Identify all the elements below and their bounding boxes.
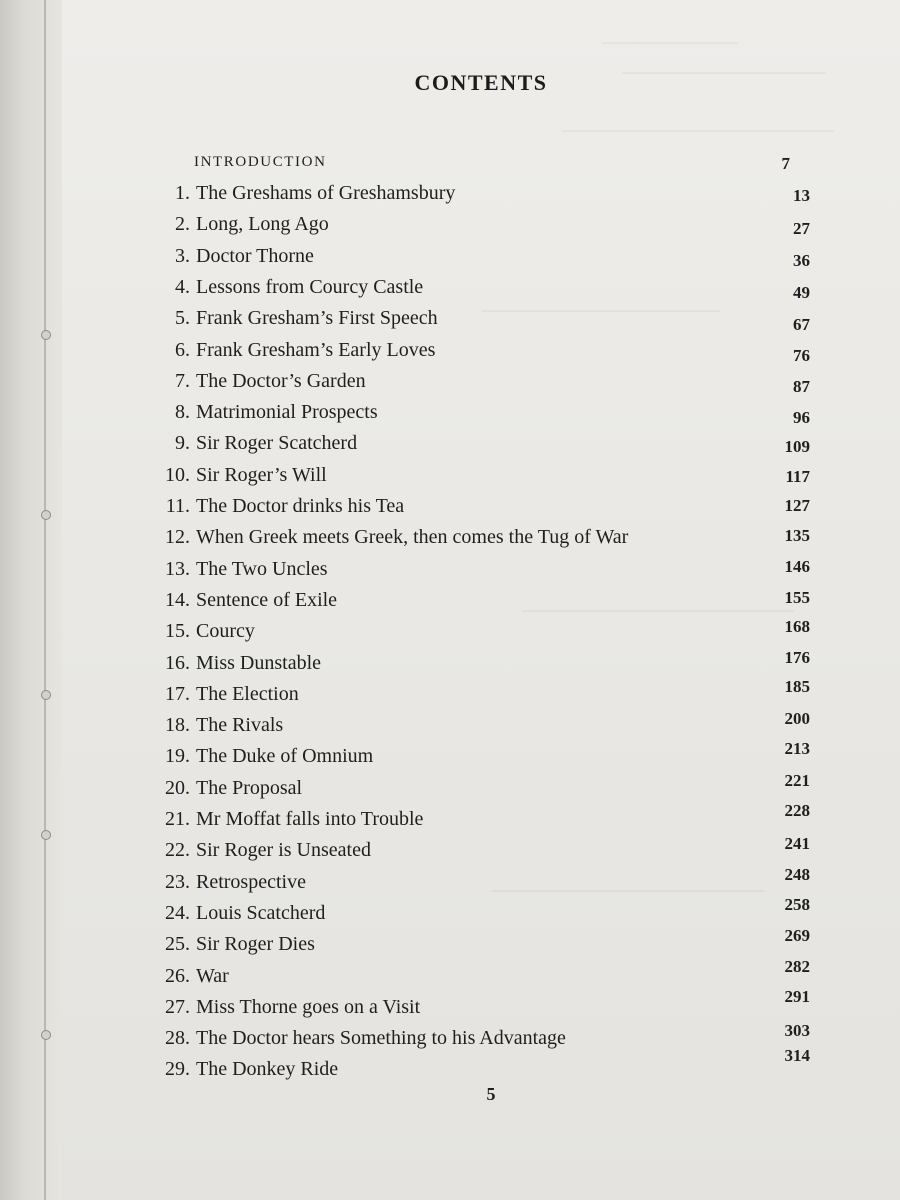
chapter-page-number: 303: [784, 1021, 810, 1041]
chapter-page-number: 87: [793, 376, 810, 396]
toc-entry: [150, 589, 810, 619]
chapter-title: Sentence of Exile: [196, 588, 338, 611]
toc-entry: [150, 676, 810, 713]
chapter-page-number: 27: [793, 219, 810, 239]
chapter-title: The Election: [196, 682, 299, 705]
chapter-number: 17.: [165, 682, 190, 705]
page-title: CONTENTS: [414, 70, 548, 95]
chapter-title: Courcy: [196, 620, 255, 643]
chapter-number: 22.: [165, 839, 190, 862]
chapter-page-number: 146: [784, 556, 810, 576]
toc-entry: [150, 432, 810, 462]
chapter-title: Sir Roger’s Will: [196, 463, 327, 486]
toc-entry: [150, 894, 810, 932]
show-through-text: ————————————: [622, 62, 826, 81]
chapter-title: Long, Long Ago: [196, 213, 329, 236]
chapter-title: Miss Thorne goes on a Visit: [196, 995, 421, 1018]
toc-entry: [150, 709, 810, 744]
chapter-number: 18.: [165, 714, 190, 737]
chapter-number: 15.: [165, 620, 190, 643]
chapter-number: 16.: [165, 651, 190, 674]
chapter-page-number: 49: [793, 282, 810, 302]
chapter-title: Sir Roger Scatcherd: [196, 432, 358, 455]
chapter-number: 19.: [165, 745, 190, 768]
chapter-title: Frank Gresham’s First Speech: [196, 307, 438, 330]
chapter-number: 12.: [165, 526, 190, 549]
chapter-title: Sir Roger is Unseated: [196, 839, 371, 862]
show-through-text: ————————: [602, 32, 738, 51]
chapter-page-number: 282: [784, 956, 810, 976]
introduction-label: INTRODUCTION: [194, 154, 327, 170]
toc-entry: [150, 739, 810, 775]
chapter-page-number: 109: [784, 437, 810, 457]
toc-entry: [150, 307, 810, 337]
chapter-number: 10.: [165, 463, 190, 486]
toc-entry: [150, 617, 810, 650]
chapter-page-number: 36: [793, 250, 810, 270]
chapter-page-number: 291: [784, 986, 810, 1006]
chapter-page-number: 241: [784, 834, 810, 854]
chapter-number: 8.: [175, 401, 190, 424]
chapter-title: The Greshams of Greshamsbury: [196, 182, 456, 204]
toc-entry: [150, 956, 810, 995]
show-through-text: ————————————————: [492, 880, 764, 899]
chapter-page-number: 76: [793, 345, 810, 365]
chapter-page-number: 314: [784, 1046, 810, 1066]
chapter-page-number: 176: [784, 647, 810, 667]
chapter-title: The Two Uncles: [196, 557, 328, 580]
chapter-number: 20.: [165, 776, 190, 799]
chapter-title: When Greek meets Greek, then comes the Tug of War: [196, 526, 629, 549]
toc-entry: [150, 647, 810, 682]
chapter-title: Matrimonial Prospects: [196, 401, 378, 424]
chapter-page-number: 96: [793, 408, 810, 428]
chapter-number: 9.: [175, 432, 190, 455]
chapter-number: 27.: [165, 995, 190, 1018]
toc-entry: [150, 558, 810, 588]
chapter-page-number: 221: [784, 770, 810, 790]
chapter-title: Frank Gresham’s Early Loves: [196, 338, 436, 361]
toc-entry: [150, 464, 810, 494]
chapter-number: 6.: [175, 338, 190, 361]
toc-entry: [150, 401, 810, 431]
chapter-title: War: [196, 964, 229, 987]
toc-entry: [150, 276, 810, 306]
chapter-number: 7.: [175, 369, 190, 392]
chapter-number: 23.: [165, 870, 190, 893]
chapter-number: 3.: [175, 244, 190, 267]
chapter-title: Retrospective: [196, 870, 306, 893]
toc-entry: [150, 801, 810, 838]
chapter-title: The Doctor hears Something to his Advantage: [196, 1027, 566, 1050]
chapter-title: The Doctor drinks his Tea: [196, 495, 405, 517]
chapter-number: 1.: [175, 182, 190, 204]
chapter-title: Doctor Thorne: [196, 244, 314, 267]
chapter-number: 14.: [165, 588, 190, 611]
chapter-number: 29.: [165, 1058, 190, 1081]
chapter-title: The Duke of Omnium: [196, 745, 374, 768]
toc-entry: [150, 213, 810, 243]
chapter-title: The Proposal: [196, 776, 303, 799]
toc-entry: [150, 926, 810, 963]
show-through-text: ————————————————: [522, 600, 794, 619]
chapter-title: The Doctor’s Garden: [196, 369, 366, 392]
chapter-number: 28.: [165, 1027, 190, 1050]
chapter-title: Louis Scatcherd: [196, 901, 326, 924]
chapter-title: The Rivals: [196, 714, 284, 737]
chapter-page-number: 67: [793, 315, 810, 335]
chapter-title: The Donkey Ride: [196, 1058, 339, 1081]
chapter-page-number: 135: [784, 526, 810, 546]
chapter-number: 13.: [165, 557, 190, 580]
chapter-title: Sir Roger Dies: [196, 933, 315, 956]
chapter-page-number: 13: [793, 186, 810, 205]
toc-entry: [150, 339, 810, 369]
chapter-page-number: 127: [784, 496, 810, 515]
chapter-number: 4.: [175, 275, 190, 298]
page-number: 5: [486, 1084, 496, 1104]
chapter-page-number: 228: [784, 801, 810, 820]
show-through-text: ————————————————: [562, 120, 834, 139]
introduction-page-number: 7: [781, 154, 790, 173]
toc-entry: [150, 495, 810, 525]
chapter-number: 2.: [175, 213, 190, 236]
chapter-number: 25.: [165, 933, 190, 956]
chapter-number: 24.: [165, 901, 190, 924]
toc-entry: [150, 370, 810, 400]
chapter-title: Mr Moffat falls into Trouble: [196, 808, 424, 830]
chapter-page-number: 258: [784, 894, 810, 914]
chapter-page-number: 269: [784, 926, 810, 946]
chapter-page-number: 155: [784, 587, 810, 607]
chapter-page-number: 168: [784, 617, 810, 637]
chapter-number: 5.: [175, 307, 190, 330]
show-through-text: ——————————————: [482, 300, 720, 319]
toc-entry: [150, 526, 810, 556]
chapter-page-number: 117: [785, 466, 810, 486]
chapter-number: 21.: [165, 808, 190, 830]
toc-entry: [150, 245, 810, 275]
toc-entry: [150, 182, 810, 212]
toc-entry: [150, 1021, 810, 1057]
chapter-page-number: 185: [784, 676, 810, 696]
toc-entry: [150, 986, 810, 1026]
chapter-page-number: 200: [784, 709, 810, 729]
chapter-number: 11.: [165, 495, 190, 517]
toc-entry: [150, 770, 810, 807]
chapter-page-number: 213: [784, 739, 810, 759]
toc-entry: [150, 834, 810, 869]
chapter-number: 26.: [165, 964, 190, 987]
chapter-title: Miss Dunstable: [196, 651, 321, 674]
chapter-title: Lessons from Courcy Castle: [196, 275, 424, 298]
toc-entry: [150, 864, 810, 901]
chapter-page-number: 248: [784, 864, 810, 884]
